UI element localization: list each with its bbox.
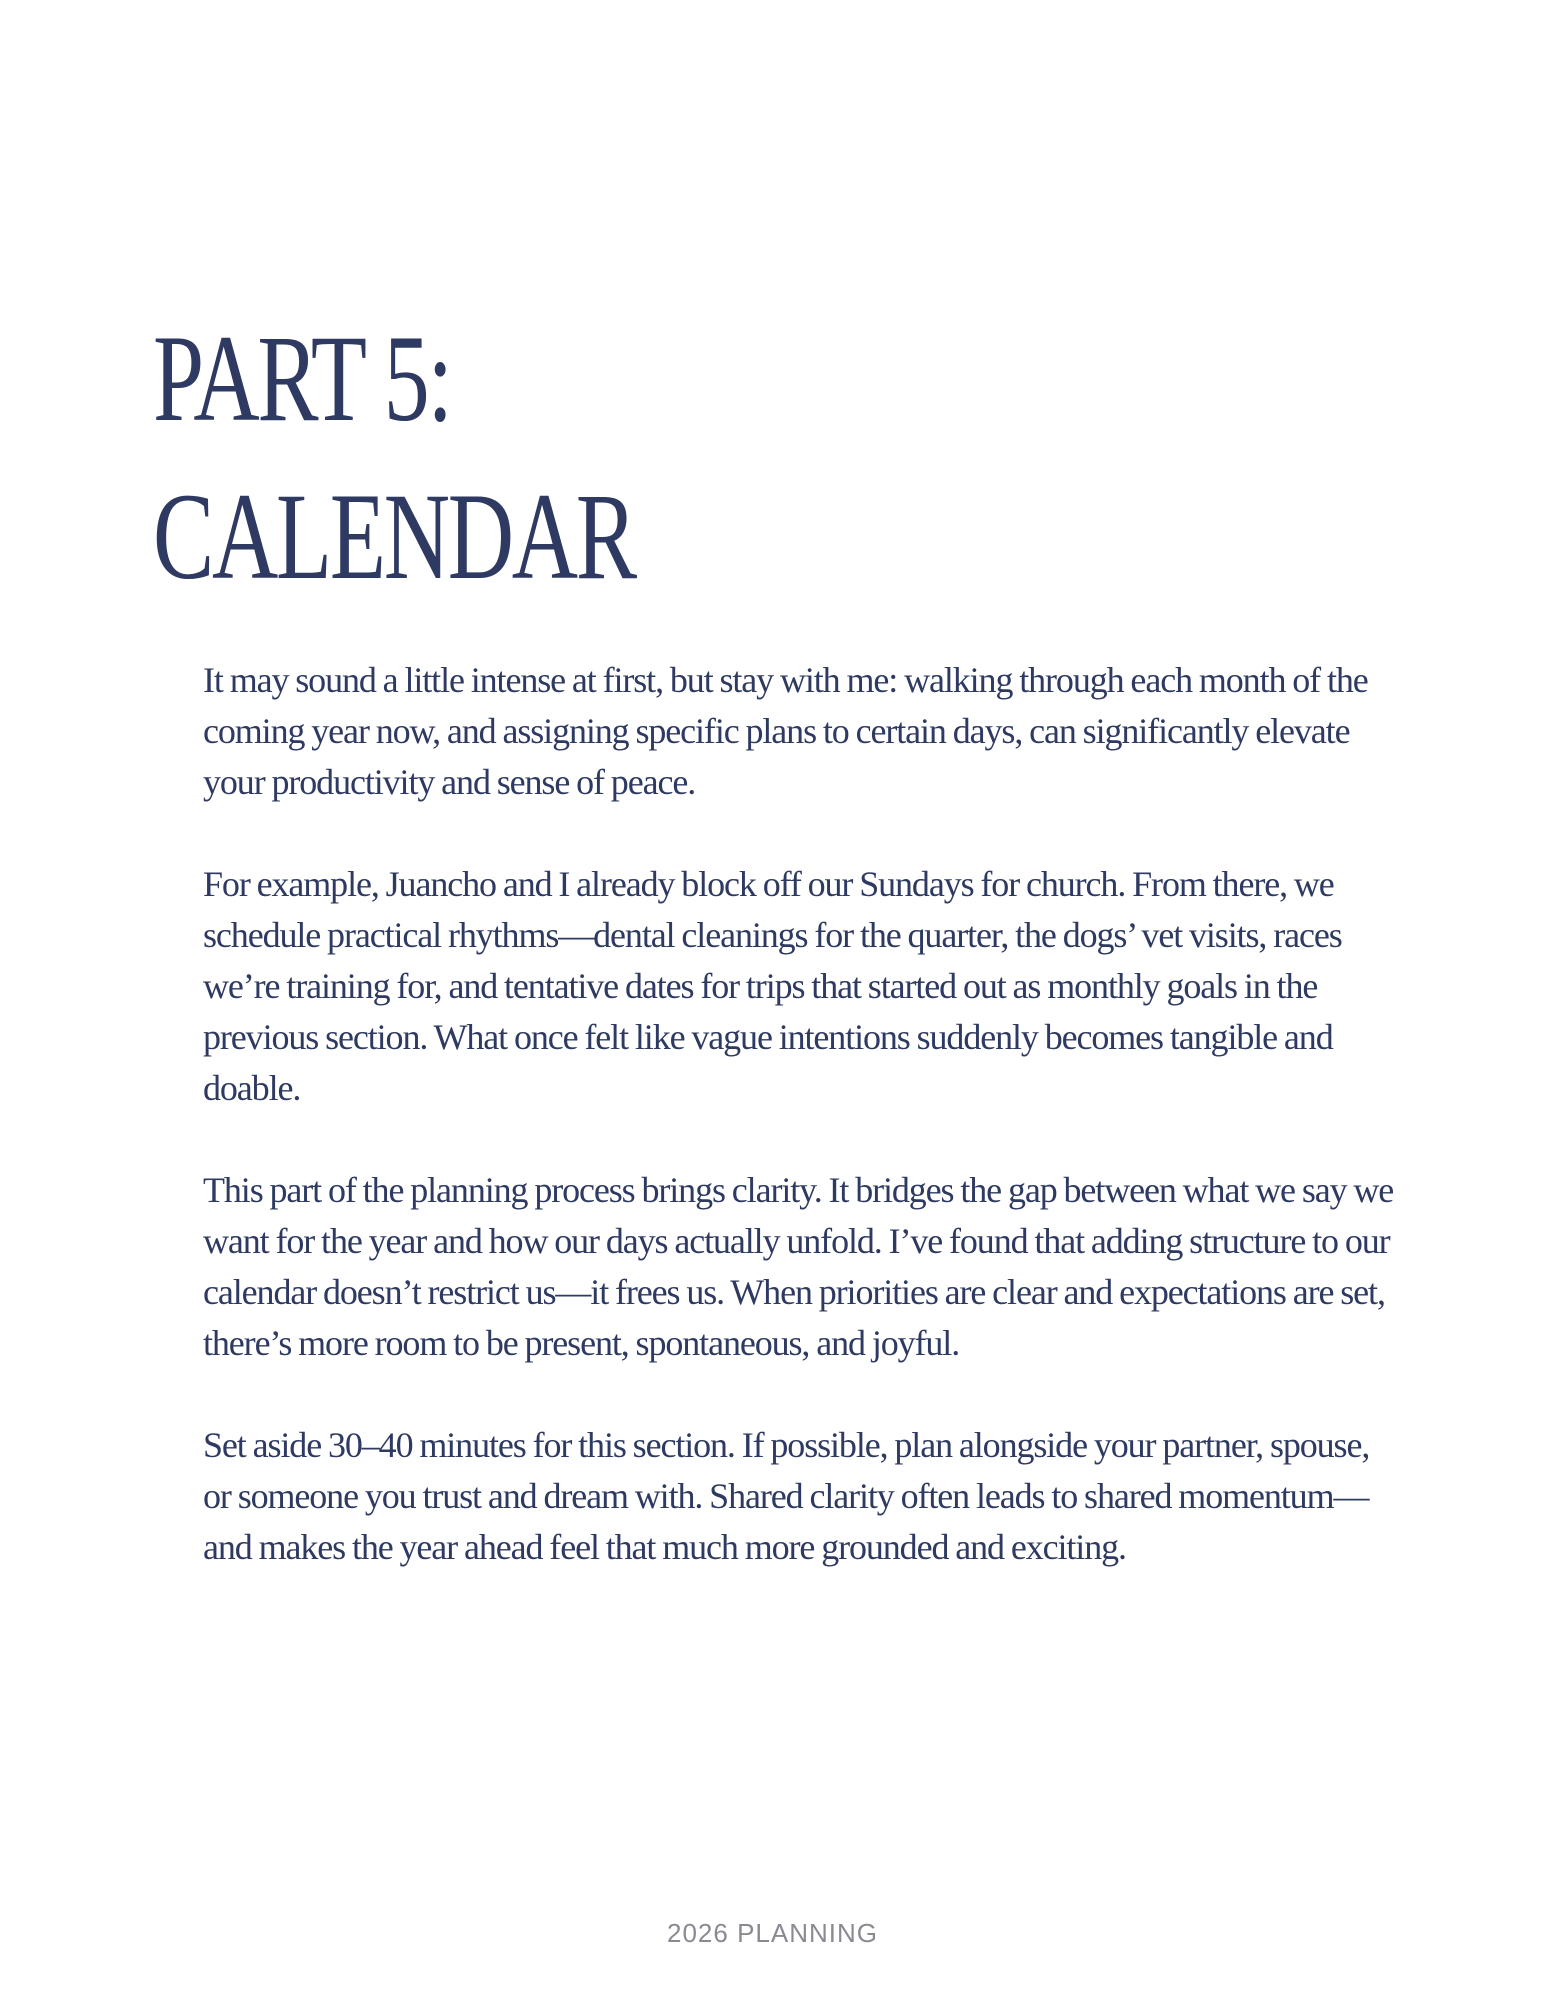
paragraph-time: Set aside 30–40 minutes for this section. If possible, plan alongside your partner, spouse, or someone you trust and dream with. Shared clarity often leads to shared momentum—and makes the year ahead feel that much more grounded and exciting.	[203, 1425, 1370, 1567]
page-title	[153, 300, 635, 616]
title-line-part: PART 5:	[153, 310, 451, 447]
paragraph-intro: It may sound a little intense at first, but stay with me: walking through each month of the coming year now, and assigning specific plans to certain days, can significantly elevate your productivity and sense of peace.	[203, 660, 1368, 802]
paragraph-clarity: This part of the planning process brings clarity. It bridges the gap between what we say we want for the year and how our days actually unfold. I’ve found that adding structure to our calendar doesn’t restrict us—it frees us. When priorities are clear and expectations are set, there’s more room to be present, spontaneous, and joyful.	[203, 1170, 1394, 1363]
page-footer: 2026 PLANNING	[667, 1918, 878, 1948]
title-line-calendar: CALENDAR	[153, 468, 635, 605]
body-text	[203, 655, 1403, 1624]
paragraph-example: For example, Juancho and I already block off our Sundays for church. From there, we schedule practical rhythms—dental cleanings for the quarter, the dogs’ vet visits, races we’re training for, and tentative dates for trips that started out as monthly goals in the previous section. What once felt like vague intentions suddenly becomes tangible and doable.	[203, 864, 1342, 1108]
